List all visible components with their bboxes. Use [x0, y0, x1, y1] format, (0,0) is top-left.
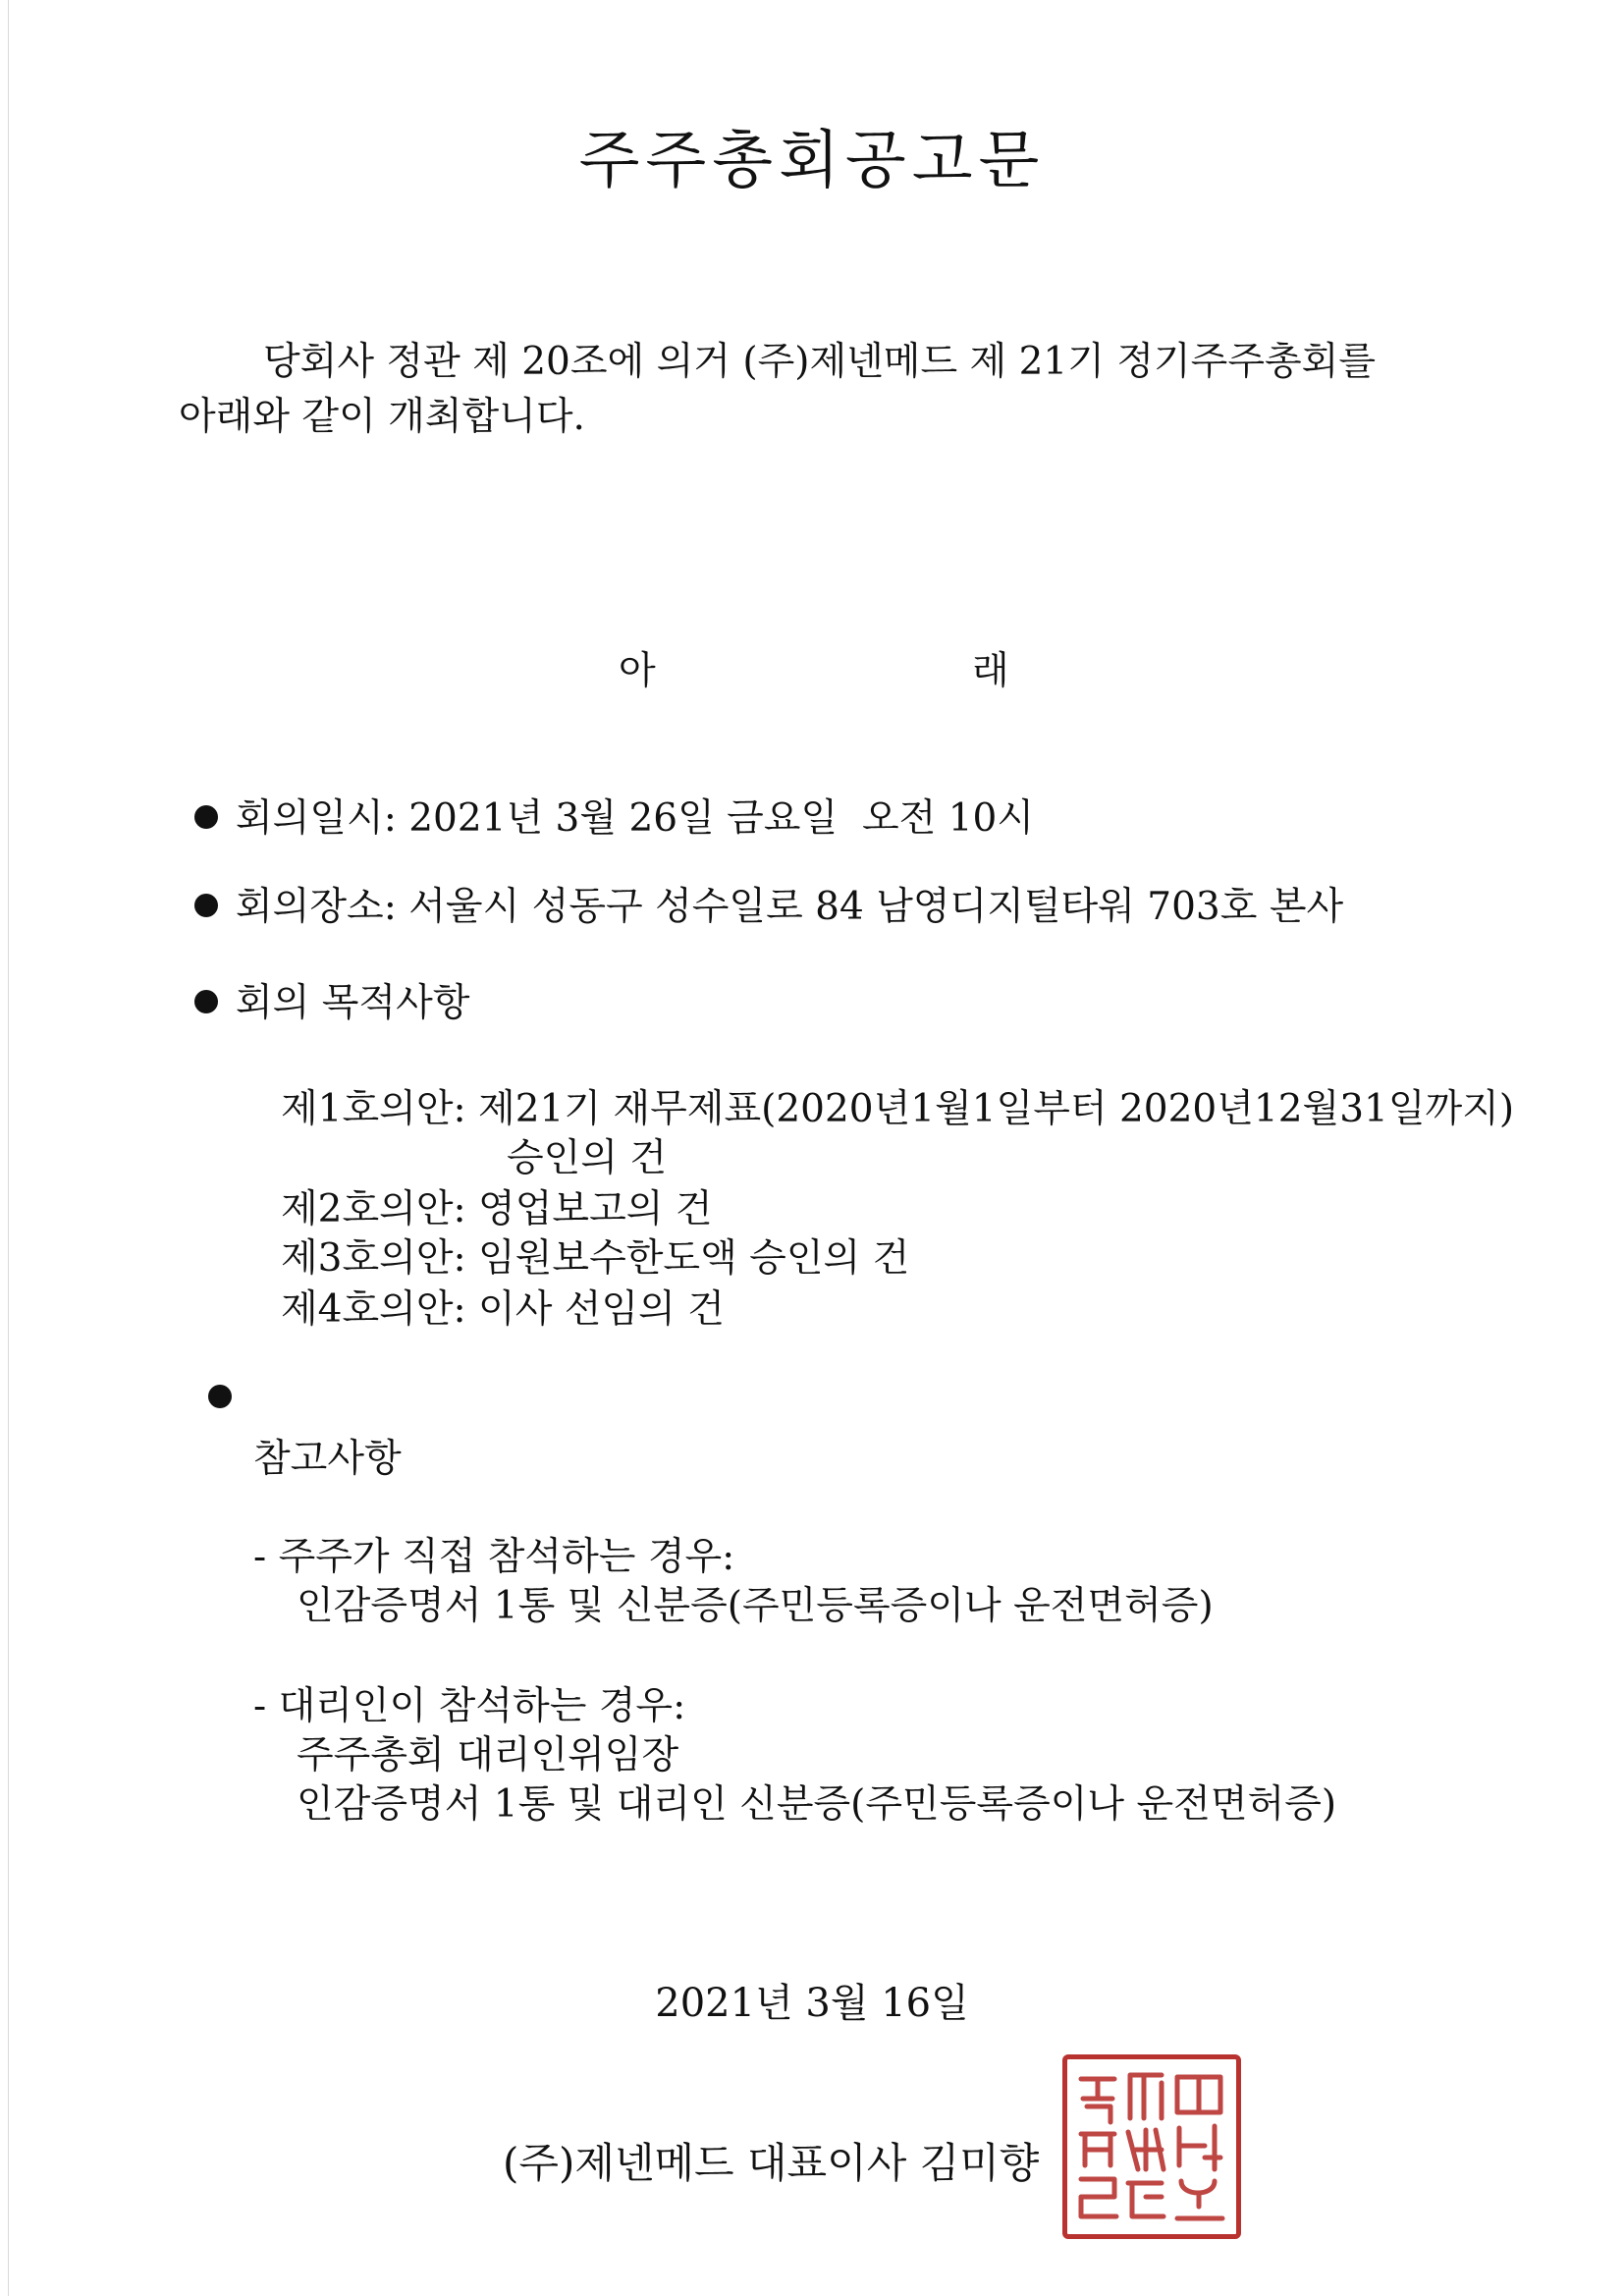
note-direct-attendance-line: 인감증명서 1통 및 신분증(주민등록증이나 운전면허증) — [297, 1584, 1214, 1628]
agenda-item-2-text: 영업보고의 건 — [478, 1187, 713, 1231]
agenda-item-2-label: 제2호의안: — [281, 1187, 479, 1231]
intro-line-1: 당회사 정관 제 20조에 의거 (주)제넨메드 제 21기 정기주주총회를 — [263, 340, 1377, 384]
seal-glyphs-icon — [1067, 2059, 1236, 2234]
scan-edge-line — [8, 0, 9, 2296]
agenda-item-1-continuation: 승인의 건 — [507, 1136, 668, 1180]
meeting-agenda-heading: 회의 목적사항 — [236, 981, 470, 1025]
agenda-item-3-text: 임원보수한도액 승인의 건 — [478, 1236, 910, 1281]
agenda-item-1-label: 제1호의안: — [281, 1087, 479, 1131]
meeting-datetime-label: 회의일시: — [236, 796, 409, 841]
meeting-place-label: 회의장소: — [236, 885, 409, 929]
meeting-place-value: 서울시 성동구 성수일로 84 남영디지털타워 703호 본사 — [408, 885, 1344, 929]
intro-line-2: 아래와 같이 개최합니다. — [179, 395, 585, 439]
meeting-datetime-value: 2021년 3월 26일 금요일 오전 10시 — [408, 796, 1034, 841]
note-proxy-attendance-header: - 대리인이 참석하는 경우: — [253, 1684, 686, 1728]
meeting-datetime-item — [236, 788, 1034, 843]
below-heading-right: 래 — [972, 649, 1009, 693]
agenda-item-4-text: 이사 선임의 건 — [478, 1287, 725, 1332]
note-proxy-attendance-line-1: 주주총회 대리인위임장 — [297, 1733, 679, 1777]
agenda-item-4-label: 제4호의안: — [281, 1287, 479, 1332]
notice-date: 2021년 3월 16일 — [655, 1981, 969, 2026]
bullet-icon — [194, 894, 218, 917]
document-title: 주주총회공고문 — [578, 125, 1046, 197]
agenda-item-1-text: 제21기 재무제표(2020년1월1일부터 2020년12월31일까지) — [478, 1087, 1515, 1131]
agenda-item-2 — [281, 1178, 713, 1233]
meeting-place-item — [236, 876, 1343, 931]
bullet-icon — [194, 990, 218, 1013]
signatory: (주)제넨메드 대표이사 김미향 — [503, 2139, 1040, 2187]
agenda-item-3-label: 제3호의안: — [281, 1236, 479, 1281]
bullet-icon — [194, 805, 218, 829]
agenda-item-3 — [281, 1228, 909, 1283]
note-proxy-attendance-line-2: 인감증명서 1통 및 대리인 신분증(주민등록증이나 운전면허증) — [297, 1782, 1337, 1827]
notes-title: 참고사항 — [253, 1437, 402, 1481]
bullet-icon — [208, 1385, 232, 1408]
below-heading-left: 아 — [619, 649, 656, 693]
agenda-item-1 — [281, 1078, 1514, 1133]
agenda-item-4 — [281, 1279, 725, 1334]
company-seal-stamp — [1062, 2054, 1241, 2239]
note-direct-attendance-header: - 주주가 직접 참석하는 경우: — [253, 1535, 735, 1579]
